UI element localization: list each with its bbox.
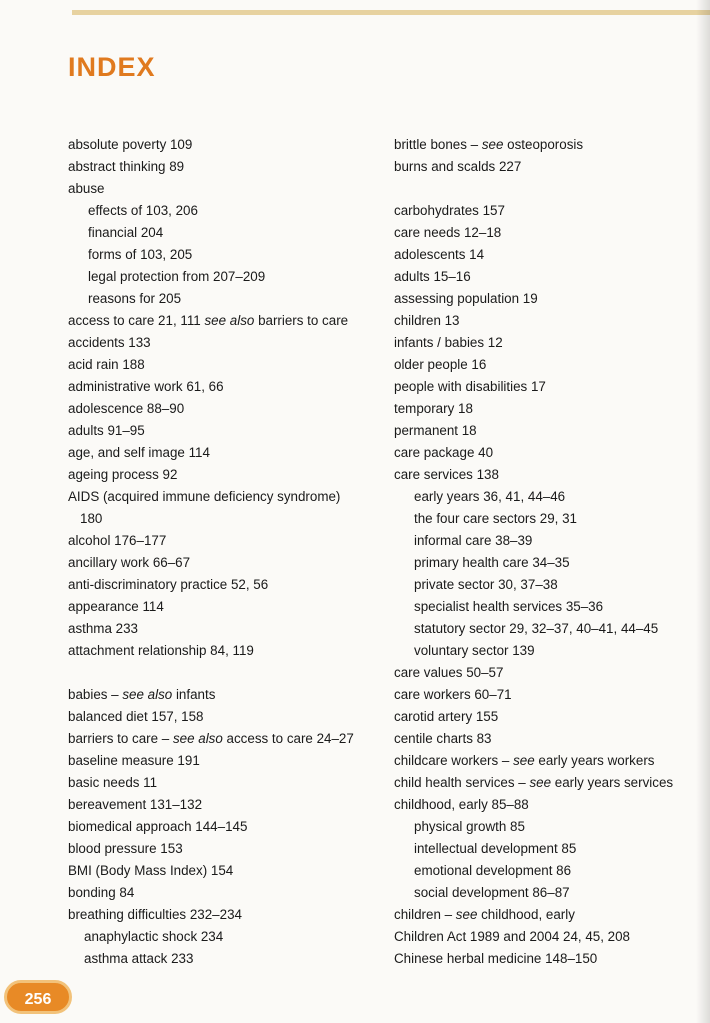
index-entry-text: effects of 103, 206: [88, 203, 198, 218]
index-column-right: [394, 134, 694, 970]
index-entry-text: financial 204: [88, 225, 164, 240]
index-entry: [68, 354, 378, 376]
index-entry-text: bonding 84: [68, 885, 135, 900]
index-entry: [68, 178, 378, 200]
index-entry: [394, 332, 694, 354]
index-subentry: [394, 860, 694, 882]
top-rule: [72, 10, 710, 15]
index-entry-text: appearance 114: [68, 599, 164, 614]
index-entry-text: intellectual development 85: [414, 841, 577, 856]
index-entry: [68, 552, 378, 574]
index-entry: [68, 442, 378, 464]
index-entry: [394, 244, 694, 266]
index-entry-text: early years 36, 41, 44–46: [414, 489, 566, 504]
index-entry-text: asthma 233: [68, 621, 138, 636]
index-entry-text: Children Act 1989 and 2004 24, 45, 208: [394, 929, 631, 944]
index-entry: [394, 706, 694, 728]
index-entry-text: permanent 18: [394, 423, 477, 438]
index-entry-text: baseline measure 191: [68, 753, 200, 768]
index-entry: [68, 332, 378, 354]
index-entry-text: forms of 103, 205: [88, 247, 193, 262]
index-subentry: [394, 552, 694, 574]
index-entry-text: anaphylactic shock 234: [84, 929, 224, 944]
index-entry-text: babies – see also infants: [68, 687, 216, 702]
index-entry-text: legal protection from 207–209: [88, 269, 266, 284]
index-entry-text: ageing process 92: [68, 467, 178, 482]
index-entry-text: care services 138: [394, 467, 499, 482]
index-entry-text: older people 16: [394, 357, 487, 372]
index-gap: [68, 662, 378, 684]
index-subentry: [394, 486, 694, 508]
index-entry: [68, 134, 378, 156]
index-entry: [394, 156, 694, 178]
index-entry-text: informal care 38–39: [414, 533, 533, 548]
index-entry-text: balanced diet 157, 158: [68, 709, 204, 724]
index-entry: [394, 266, 694, 288]
index-subentry: [394, 816, 694, 838]
index-entry: [68, 156, 378, 178]
index-subentry: [394, 618, 694, 640]
index-entry-text: care needs 12–18: [394, 225, 502, 240]
index-entry-text: brittle bones – see osteoporosis: [394, 137, 584, 152]
page-gutter-shadow: [696, 0, 710, 1023]
index-entry: [68, 574, 378, 596]
index-subentry: [394, 574, 694, 596]
index-entry-text: child health services – see early years services: [394, 775, 674, 790]
index-entry: [68, 794, 378, 816]
index-entry: [394, 948, 694, 970]
index-entry: [394, 288, 694, 310]
index-entry-text: adolescence 88–90: [68, 401, 185, 416]
index-entry-text: social development 86–87: [414, 885, 570, 900]
index-entry-text: acid rain 188: [68, 357, 145, 372]
index-entry-text: infants / babies 12: [394, 335, 503, 350]
index-entry: [68, 882, 378, 904]
index-entry-text: reasons for 205: [88, 291, 182, 306]
index-entry: [68, 750, 378, 772]
index-subentry: [68, 200, 378, 222]
index-entry: [68, 772, 378, 794]
index-entry: [394, 662, 694, 684]
index-entry-text: accidents 133: [68, 335, 151, 350]
index-subentry: [394, 596, 694, 618]
index-entry-text: care workers 60–71: [394, 687, 512, 702]
index-entry: [68, 904, 378, 926]
index-entry-text: carotid artery 155: [394, 709, 499, 724]
index-entry-text: bereavement 131–132: [68, 797, 203, 812]
index-entry-text: adults 15–16: [394, 269, 471, 284]
index-entry-text: anti-discriminatory practice 52, 56: [68, 577, 269, 592]
index-entry-text: age, and self image 114: [68, 445, 210, 460]
index-entry-text: carbohydrates 157: [394, 203, 505, 218]
index-gap: [394, 178, 694, 200]
index-entry: [394, 222, 694, 244]
index-entry-text: voluntary sector 139: [414, 643, 535, 658]
index-entry-text: adults 91–95: [68, 423, 145, 438]
index-entry: [68, 728, 378, 750]
index-entry: [394, 772, 694, 794]
index-entry: [68, 706, 378, 728]
index-entry: [394, 464, 694, 486]
index-entry-text: adolescents 14: [394, 247, 485, 262]
index-entry-text: ancillary work 66–67: [68, 555, 191, 570]
index-entry-text: biomedical approach 144–145: [68, 819, 248, 834]
index-entry-text: burns and scalds 227: [394, 159, 522, 174]
index-entry: [68, 838, 378, 860]
index-subentry: [394, 508, 694, 530]
index-entry-text: private sector 30, 37–38: [414, 577, 558, 592]
index-entry-text: access to care 21, 111 see also barriers to care: [68, 313, 349, 328]
index-entry-text: absolute poverty 109: [68, 137, 193, 152]
index-entry-text: blood pressure 153: [68, 841, 183, 856]
index-entry-text: abuse: [68, 181, 105, 196]
index-entry-text: children – see childhood, early: [394, 907, 575, 922]
index-entry: [394, 728, 694, 750]
index-entry-text: emotional development 86: [414, 863, 572, 878]
index-subentry: [394, 530, 694, 552]
index-column-left: [68, 134, 378, 970]
index-entry: [68, 684, 378, 706]
index-entry-text: administrative work 61, 66: [68, 379, 224, 394]
index-entry-text: statutory sector 29, 32–37, 40–41, 44–45: [414, 621, 659, 636]
index-entry: [394, 398, 694, 420]
index-entry: [394, 794, 694, 816]
index-entry-text: childcare workers – see early years workers: [394, 753, 655, 768]
index-entry: [68, 530, 378, 552]
index-entry-text: childhood, early 85–88: [394, 797, 529, 812]
index-entry-text: asthma attack 233: [84, 951, 194, 966]
index-entry: [68, 464, 378, 486]
index-entry: [394, 750, 694, 772]
index-entry: [68, 420, 378, 442]
index-entry: [68, 486, 378, 530]
index-entry: [68, 860, 378, 882]
index-entry-text: alcohol 176–177: [68, 533, 167, 548]
index-entry-text: BMI (Body Mass Index) 154: [68, 863, 234, 878]
index-subentry: [68, 266, 378, 288]
index-entry: [394, 376, 694, 398]
index-entry-text: attachment relationship 84, 119: [68, 643, 254, 658]
index-entry-text: AIDS (acquired immune deficiency syndrome): [68, 489, 341, 504]
index-entry-text: Chinese herbal medicine 148–150: [394, 951, 598, 966]
index-entry-text: barriers to care – see also access to care 24–27: [68, 731, 354, 746]
index-entry-text: physical growth 85: [414, 819, 525, 834]
index-subentry: [68, 244, 378, 266]
index-entry-text: primary health care 34–35: [414, 555, 570, 570]
index-subentry: [68, 288, 378, 310]
index-entry: [394, 442, 694, 464]
index-entry-text: breathing difficulties 232–234: [68, 907, 242, 922]
index-entry-text: abstract thinking 89: [68, 159, 185, 174]
index-entry-text: the four care sectors 29, 31: [414, 511, 578, 526]
index-entry-text: people with disabilities 17: [394, 379, 546, 394]
index-entry: [394, 310, 694, 332]
index-entry-text: children 13: [394, 313, 460, 328]
index-subentry: [68, 222, 378, 244]
index-entry-text: specialist health services 35–36: [414, 599, 604, 614]
index-entry: [394, 926, 694, 948]
index-subentry: [394, 838, 694, 860]
index-entry: [68, 618, 378, 640]
index-entry-text: assessing population 19: [394, 291, 538, 306]
index-entry: [68, 816, 378, 838]
index-subentry: [394, 882, 694, 904]
index-entry: [394, 354, 694, 376]
index-entry: [68, 310, 378, 332]
index-entry: [394, 420, 694, 442]
page-number-badge: 256: [4, 980, 72, 1014]
index-entry: [394, 684, 694, 706]
index-entry-text: basic needs 11: [68, 775, 158, 790]
index-entry: [68, 376, 378, 398]
index-entry: [394, 134, 694, 156]
index-entry: [68, 596, 378, 618]
index-entry: [68, 640, 378, 662]
index-entry-text: temporary 18: [394, 401, 473, 416]
index-subentry: [394, 640, 694, 662]
page-title: INDEX: [68, 52, 156, 82]
index-subentry: [68, 948, 378, 970]
index-entry: [394, 200, 694, 222]
index-entry-text: centile charts 83: [394, 731, 492, 746]
index-subentry: [68, 926, 378, 948]
index-entry-text: care package 40: [394, 445, 494, 460]
index-entry-text: care values 50–57: [394, 665, 504, 680]
index-entry: [394, 904, 694, 926]
index-entry-continuation: 180: [80, 511, 103, 526]
index-entry: [68, 398, 378, 420]
